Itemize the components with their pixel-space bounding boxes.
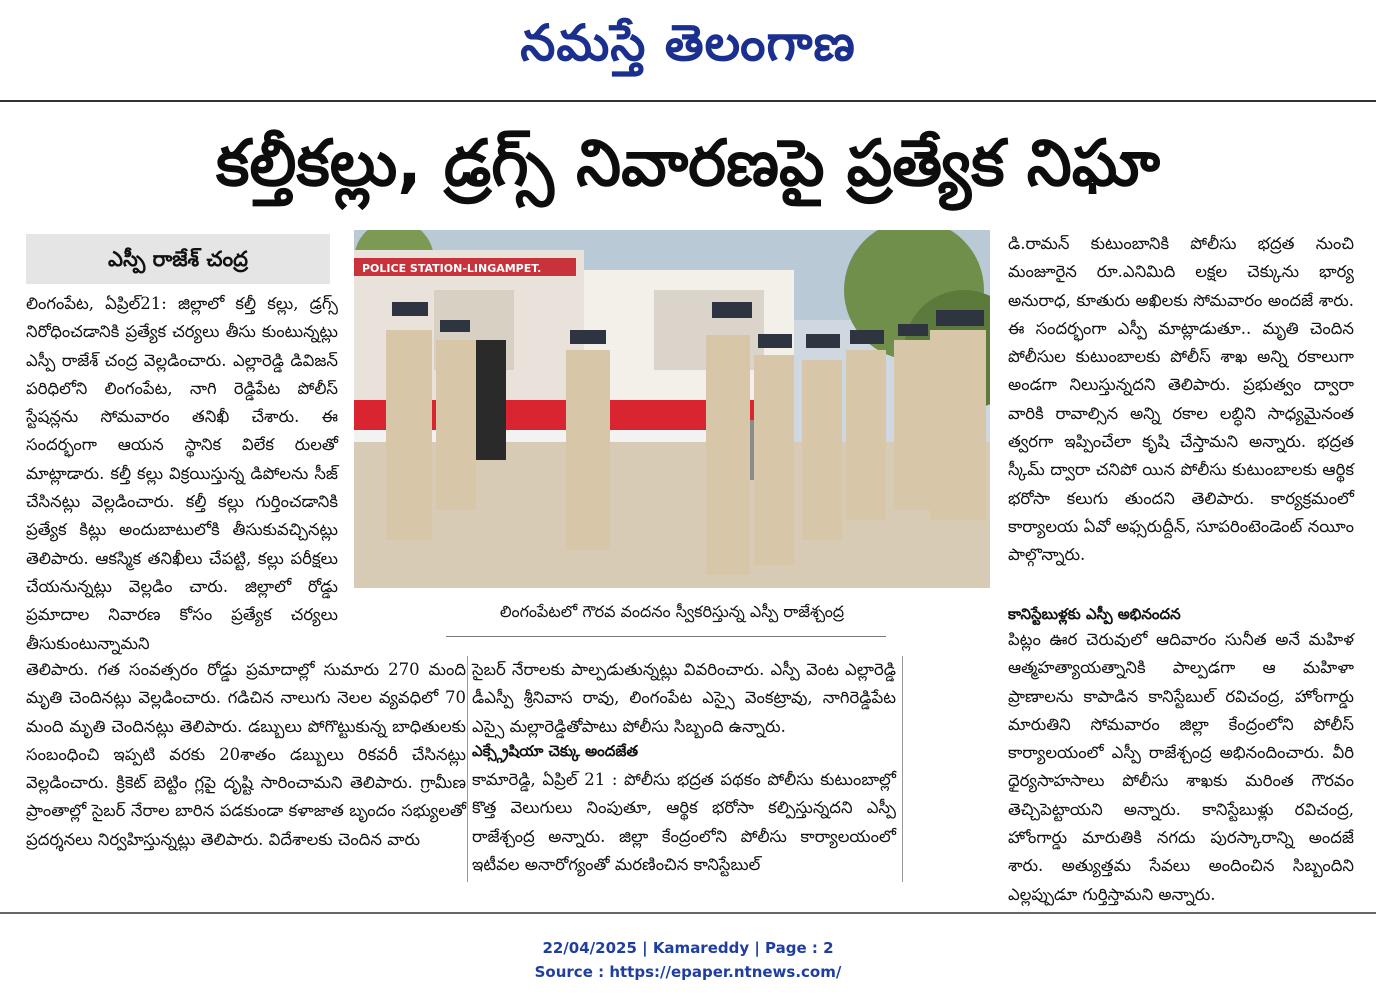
article-headline: కల్తీకల్లు, డ్రగ్స్ నివారణపై ప్రత్యేక నిఘా xyxy=(216,127,1160,201)
article-paragraph: కామారెడ్డి, ఏప్రిల్ 21 : పోలీసు భద్రత పథకం పోలీసు కుటుంబాల్లో కొత్త వెలుగులు నింపుతూ, ఆర్థిక భరోసా కల్పిస్తున్నదని ఎస్పీ రాజేశ్చంద్ర అన్నారు. జిల్లా కేంద్రంలోని పోలీసు కార్యాలయంలో ఇటీవల అనారోగ్యంతో మరణించిన కానిస్టేబుల్ xyxy=(472,770,896,874)
subheading-constables: కానిస్టేబుళ్లకు ఎస్పీ అభినందన xyxy=(1008,605,1181,623)
subheading-exgratia: ఎక్స్గ్రేషియా చెక్కు అందజేత xyxy=(472,742,639,760)
footer-divider xyxy=(0,912,1376,914)
article-column-1-bottom xyxy=(26,656,466,854)
footer-source-link[interactable]: Source : https://epaper.ntnews.com/ xyxy=(534,963,842,981)
station-sign-text: POLICE STATION-LINGAMPET. xyxy=(362,262,542,275)
article-byline: ఎస్పీ రాజేశ్ చంద్ర xyxy=(26,234,330,284)
article-column-3-bottom xyxy=(1008,626,1354,909)
article-paragraph: లింగంపేట, ఏప్రిల్21: జిల్లాలో కల్తీ కల్లు, డ్రగ్స్ నిరోధించడానికి ప్రత్యేక చర్యలు తీసు కుంటున్నట్లు ఎస్పీ రాజేశ్ చంద్ర వెల్లడించారు. ఎల్లారెడ్డి డివిజన్ పరిధిలోని లింగంపేట, నాగి రెడ్డిపేట పోలీస్ స్టేషన్లను సోమవారం తనిఖీ చేశారు. ఈ సందర్భంగా ఆయన స్థానిక విలేక రులతో మాట్లాడారు. కల్తీ కల్లు విక్రయిస్తున్న డిపోలను సీజ్ చేసినట్లు వెల్లడించారు. కల్తీ కల్లు గుర్తించడానికి ప్రత్యేక కిట్లు అందుబాటులోకి తీసుకువచ్చినట్లు తెలిపారు. ఆకస్మిక తనిఖీలు చేపట్టి, కల్లు పరీక్షలు చేయనున్నట్లు వెల్లడిం చారు. జిల్లాలో రోడ్డు ప్రమాదాల నివారణ కోసం ప్రత్యేక చర్యలు తీసుకుంటున్నామని xyxy=(26,294,338,653)
footer-date-edition: 22/04/2025 | Kamareddy | Page : 2 xyxy=(542,939,834,957)
article-paragraph: సైబర్ నేరాలకు పాల్పడుతున్నట్లు వివరించారు. ఎస్పీ వెంట ఎల్లారెడ్డి డీఎస్పీ శ్రీనివాస రావు, లింగంపేట ఎస్సై వెంకట్రావు, నాగిరెడ్డిపేట ఎస్సై మల్లారెడ్డితోపాటు పోలీసు సిబ్బంది ఉన్నారు. xyxy=(472,660,896,736)
article-paragraph: డి.రామన్ కుటుంబానికి పోలీసు భద్రత నుంచి మంజూరైన రూ.ఎనిమిది లక్షల చెక్కును భార్య అనురాధ, కూతురు అఖిలకు సోమవారం అందజే శారు. ఈ సందర్భంగా ఎస్పీ మాట్లాడుతూ.. మృతి చెందిన పోలీసుల కుటుంబాలకు పోలీస్ శాఖ అన్ని రకాలుగా అండగా నిలుస్తున్నదని తెలిపారు. ప్రభుత్వం ద్వారా వారికి రావాల్సిన అన్ని రకాల లబ్ధిని సాధ్యమైనంత త్వరగా ఇప్పించేలా కృషి చేస్తామని అన్నారు. భద్రత స్కీమ్ ద్వారా చనిపో యిన పోలీసు కుటుంబాలకు ఆర్థిక భరోసా కలుగు తుందని తెలిపారు. కార్యక్రమంలో కార్యాలయ ఏవో అఫ్సరుద్దీన్, సూపరింటెండెంట్ నయీం పాల్గొన్నారు. xyxy=(1008,234,1354,565)
article-column-1-top xyxy=(26,290,338,658)
article-paragraph: తెలిపారు. గత సంవత్సరం రోడ్డు ప్రమాదాల్లో సుమారు 270 మంది మృతి చెందినట్లు వెల్లడించారు. గడిచిన నాలుగు నెలల వ్యవధిలో 70 మంది మృతి చెందినట్లు తెలిపారు. డబ్బులు పోగొట్టుకున్న బాధితులకు సంబంధించి ఇప్పటి వరకు 20శాతం డబ్బులు రికవరీ చేసినట్లు వెల్లడించారు. క్రికెట్ బెట్టిం గ్లపై దృష్టి సారించామని తెలిపారు. గ్రామీణ ప్రాంతాల్లో సైబర్ నేరాల బారిన పడకుండా కళాజాత బృందం సభ్యులతో ప్రదర్శనలు నిర్వహిస్తున్నట్లు తెలిపారు. విదేశాలకు చెందిన వారు xyxy=(26,660,466,849)
page-footer xyxy=(0,936,1376,984)
column-divider xyxy=(467,656,468,882)
article-column-2-lower xyxy=(472,766,896,879)
article-paragraph: పిట్లం ఊర చెరువులో ఆదివారం సునీత అనే మహిళ ఆత్మహత్యాయత్నానికి పాల్పడగా ఆ మహిళా ప్రాణాలను కాపాడిన కానిస్టేబుల్ రవిచంద్ర, హోంగార్డు మారుతిని సోమవారం జిల్లా కేంద్రంలోని పోలీస్ కార్యాలయంలో ఎస్పీ రాజేశ్చంద్ర అభినందించారు. వీరి ధైర్యసాహసాలు పోలీసు శాఖకు మరింత గౌరవం తెచ్చిపెట్టాయని అన్నారు. కానిస్టేబుళ్లు రవిచంద్ర, హోంగార్డు మారుతికి నగదు పురస్కారాన్ని అందజే శారు. అత్యుత్తమ సేవలు అందించిన సిబ్బందిని ఎల్లప్పుడూ గుర్తిస్తామని అన్నారు. xyxy=(1008,630,1354,904)
photo-caption: లింగంపేటలో గౌరవ వందనం స్వీకరిస్తున్న ఎస్పీ రాజేశ్చంద్ర xyxy=(499,602,845,621)
article-column-3-top xyxy=(1008,230,1354,570)
masthead-divider xyxy=(0,100,1376,102)
caption-divider xyxy=(446,636,886,637)
article-photo xyxy=(354,230,990,588)
article-column-2 xyxy=(472,656,896,741)
newspaper-masthead: నమస్తే తెలంగాణ xyxy=(520,14,856,72)
column-divider xyxy=(902,656,903,882)
